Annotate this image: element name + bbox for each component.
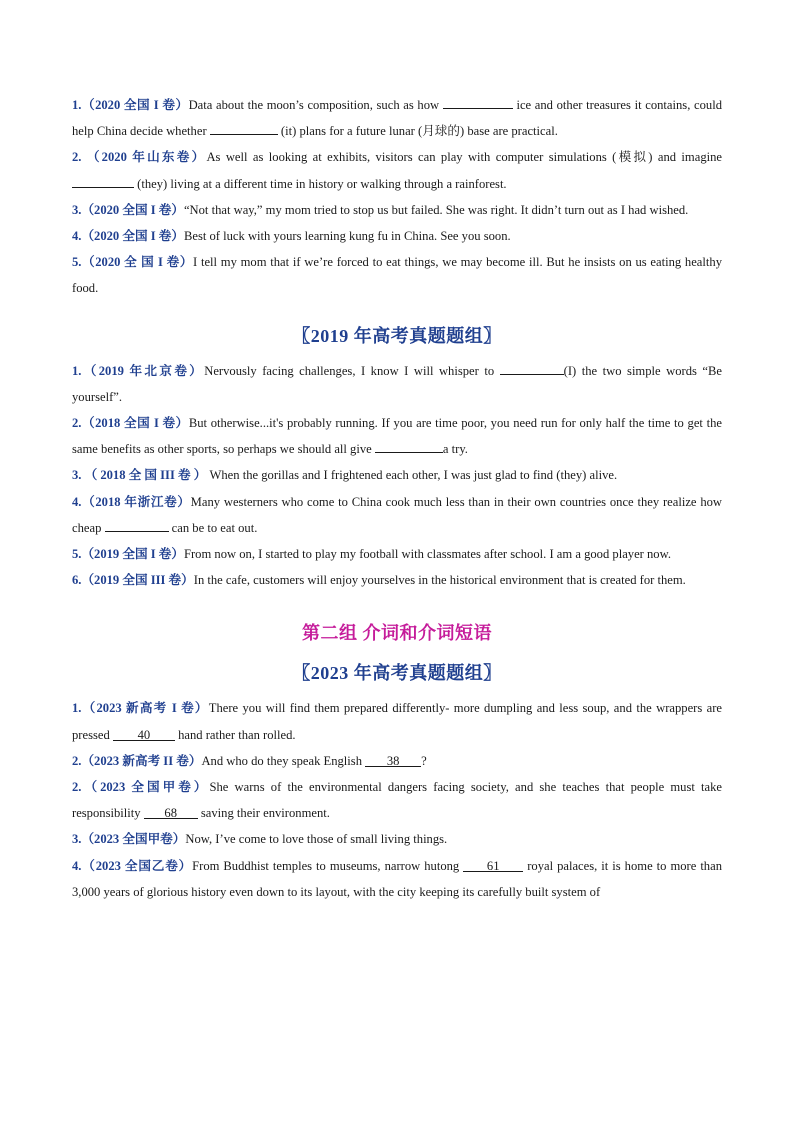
- question-item: 3.（2020 全国 I 卷）“Not that way,” my mom tried to stop us but failed. She was right. It didn’t turn out as I had wished.: [72, 202, 689, 217]
- question-source: 5.（2019 全国 I 卷）: [72, 547, 184, 562]
- question-source: 2.（2023 全国甲卷）: [72, 780, 210, 795]
- question-item: 2.（2023 全国甲卷）She warns of the environmental dangers facing society, and she teaches that people must take responsibility 68 saving their environment.: [72, 780, 723, 821]
- question-item: 1.（2019 年北京卷）Nervously facing challenges, I know I will whisper to (I) the two simple words “Be yourself”.: [72, 363, 722, 404]
- question-source: 3.（2023 全国甲卷）: [72, 832, 186, 847]
- question-item: 5.（2020 全 国 I 卷）I tell my mom that if we’re forced to eat things, we may become ill. But he insists on us eating healthy food.: [72, 255, 722, 296]
- question-source: 2.（2018 全国 I 卷）: [72, 416, 189, 431]
- question-source: 3. （ 2018 全 国 III 卷 ）: [72, 468, 207, 483]
- question-source: 1.（2023 新高考 I 卷）: [72, 701, 209, 716]
- question-source: 1.（2019 年北京卷）: [72, 363, 205, 378]
- question-source: 3.（2020 全国 I 卷）: [72, 202, 184, 217]
- answer-blank: [375, 440, 443, 453]
- question-item: 1.（2023 新高考 I 卷）There you will find them prepared differently- more dumpling and less soup, and the wrappers are pressed 40 hand rather than rolled.: [72, 701, 723, 742]
- answer-blank: [210, 122, 278, 135]
- answer-blank-numbered: 38: [365, 754, 421, 767]
- answer-blank-numbered: 68: [144, 806, 198, 819]
- question-item: 3.（2023 全国甲卷）Now, I’ve come to love those of small living things.: [72, 832, 448, 847]
- answer-blank-numbered: 40: [113, 728, 175, 741]
- answer-blank: [72, 175, 134, 188]
- answer-blank: [443, 96, 513, 109]
- question-item: 4.（2020 全国 I 卷）Best of luck with yours learning kung fu in China. See you soon.: [72, 229, 511, 244]
- question-item: 3. （ 2018 全 国 III 卷 ） When the gorillas and I frightened each other, I was just glad to find (they) alive.: [72, 468, 618, 483]
- section-title-2019: 〖2019 年高考真题题组〗: [292, 325, 502, 346]
- question-item: 6.（2019 全国 III 卷）In the cafe, customers will enjoy yourselves in the historical environment that is created for them.: [72, 573, 686, 588]
- question-source: 4.（2018 年浙江卷）: [72, 494, 191, 509]
- question-source: 2. （2020 年山东卷）: [72, 150, 207, 165]
- question-item: 2. （2020 年山东卷）As well as looking at exhibits, visitors can play with computer simulations (模拟) and imagine (they) living at a different time in history or walking through a rainforest.: [72, 150, 722, 191]
- question-source: 4.（2020 全国 I 卷）: [72, 229, 184, 244]
- question-item: 4.（2018 年浙江卷）Many westerners who come to China cook much less than in their own countries once they realize how cheap can be to eat out.: [72, 494, 723, 535]
- question-item: 4.（2023 全国乙卷）From Buddhist temples to museums, narrow hutong 61 royal palaces, it is home to more than 3,000 years of glorious history even down to its layout, with the city keeping its carefully built system of: [72, 858, 722, 899]
- document-page: [72, 92, 722, 905]
- question-item: 1.（2020 全国 I 卷）Data about the moon’s composition, such as how ice and other treasures it contains, could help China decide whether (it) plans for a future lunar (月球的) base are practical.: [72, 98, 722, 139]
- group-title: 第二组 介词和介词短语: [302, 623, 492, 644]
- answer-blank: [500, 362, 564, 375]
- question-source: 4.（2023 全国乙卷）: [72, 858, 193, 873]
- question-item: 2.（2023 新高考 II 卷）And who do they speak English 38 ?: [72, 753, 427, 768]
- answer-blank: [105, 519, 169, 532]
- question-item: 5.（2019 全国 I 卷）From now on, I started to play my football with classmates after school. I am a good player now.: [72, 547, 672, 562]
- section-title-2023: 〖2023 年高考真题题组〗: [292, 663, 502, 684]
- question-source: 5.（2020 全 国 I 卷）: [72, 255, 194, 270]
- question-source: 2.（2023 新高考 II 卷）: [72, 753, 202, 768]
- question-item: 2.（2018 全国 I 卷）But otherwise...it's probably running. If you are time poor, you need run for only half the time to get the same benefits as other sports, so perhaps we should all give a try.: [72, 416, 722, 457]
- question-source: 1.（2020 全国 I 卷）: [72, 98, 189, 112]
- answer-blank-numbered: 61: [463, 859, 523, 872]
- question-source: 6.（2019 全国 III 卷）: [72, 573, 194, 588]
